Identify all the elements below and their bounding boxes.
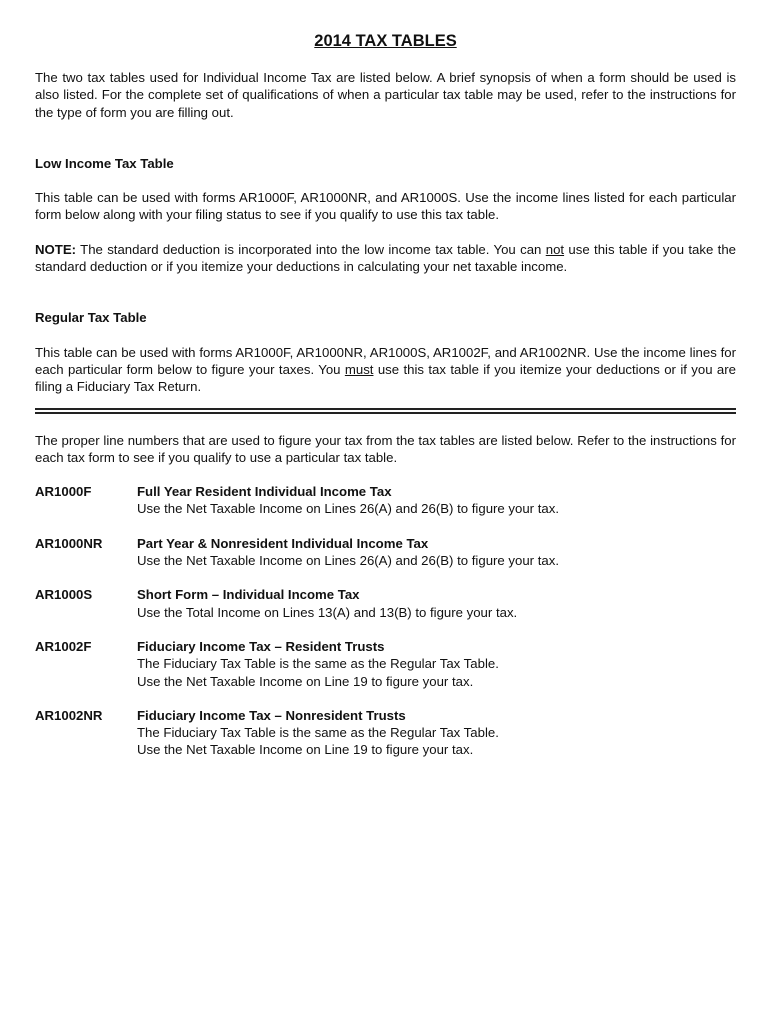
intro-paragraph: The two tax tables used for Individual Income Tax are listed below. A brief synopsis of when a form should be used is also listed. For the complete set of qualifications of when a particular tax table may be used, refer to the instructions for the type of form you are filling out. bbox=[35, 70, 736, 120]
page-title: 2014 TAX TABLES bbox=[314, 32, 457, 50]
note-text-post: use this table if you take the standard deduction or if you itemize your deductions in calculating your net taxable income. bbox=[35, 241, 736, 275]
form-instruction: The Fiduciary Tax Table is the same as the Regular Tax Table. bbox=[137, 725, 499, 741]
regular-body bbox=[35, 344, 736, 396]
form-instruction: The Fiduciary Tax Table is the same as the Regular Tax Table. bbox=[137, 656, 499, 672]
note-label: NOTE: bbox=[35, 241, 77, 257]
form-detail bbox=[137, 586, 736, 621]
form-detail bbox=[137, 483, 736, 518]
form-instruction: Use the Net Taxable Income on Lines 26(A) and 26(B) to figure your tax. bbox=[137, 501, 559, 517]
form-code: AR1000S bbox=[35, 587, 93, 603]
form-entry-ar1000f bbox=[35, 483, 736, 518]
form-instruction: Use the Total Income on Lines 13(A) and 13(B) to figure your tax. bbox=[137, 604, 518, 620]
note-text-pre: The standard deduction is incorporated into the low income tax table. You can bbox=[76, 241, 546, 257]
regular-body-pre: This table can be used with forms AR1000F, AR1000NR, AR1000S, AR1002F, and AR1002NR. Use the income lines for each particular form below to figure your taxes. You bbox=[35, 344, 736, 377]
note-emphasis: not bbox=[545, 241, 565, 257]
proper-lines-paragraph: The proper line numbers that are used to figure your tax from the tax tables are listed below. Refer to the instructions for each tax form to see if you qualify to use a particular tax table. bbox=[35, 432, 736, 465]
form-title: Full Year Resident Individual Income Tax bbox=[137, 484, 392, 500]
regular-body-post: use this tax table if you itemize your deductions or if you are filing a Fiduciary Tax Return. bbox=[35, 361, 736, 395]
low-income-body: This table can be used with forms AR1000F, AR1000NR, and AR1000S. Use the income lines listed for each particular form below along with your filing status to see if you qualify to use this tax table. bbox=[35, 190, 736, 223]
form-instruction: Use the Net Taxable Income on Lines 26(A) and 26(B) to figure your tax. bbox=[137, 553, 559, 569]
double-rule-divider bbox=[35, 408, 736, 414]
form-detail bbox=[137, 535, 736, 570]
regular-body-emphasis: must bbox=[344, 361, 374, 377]
form-entry-ar1002nr bbox=[35, 707, 736, 759]
form-instruction-2: Use the Net Taxable Income on Line 19 to figure your tax. bbox=[137, 742, 474, 758]
form-title: Fiduciary Income Tax – Resident Trusts bbox=[137, 638, 385, 654]
form-code: AR1000F bbox=[35, 484, 92, 500]
regular-heading: Regular Tax Table bbox=[35, 310, 147, 326]
form-code: AR1000NR bbox=[35, 535, 103, 551]
form-detail bbox=[137, 638, 736, 690]
low-income-note bbox=[35, 241, 736, 276]
form-code: AR1002F bbox=[35, 638, 92, 654]
form-detail bbox=[137, 707, 736, 759]
form-code: AR1002NR bbox=[35, 707, 103, 723]
low-income-heading: Low Income Tax Table bbox=[35, 155, 174, 171]
form-entry-ar1002f bbox=[35, 638, 736, 690]
form-title: Part Year & Nonresident Individual Income Tax bbox=[137, 535, 429, 551]
form-title: Short Form – Individual Income Tax bbox=[137, 587, 360, 603]
form-entry-ar1000s bbox=[35, 586, 736, 621]
form-entry-ar1000nr bbox=[35, 535, 736, 570]
document-page bbox=[35, 30, 736, 776]
form-instruction-2: Use the Net Taxable Income on Line 19 to figure your tax. bbox=[137, 673, 474, 689]
form-title: Fiduciary Income Tax – Nonresident Trusts bbox=[137, 707, 406, 723]
